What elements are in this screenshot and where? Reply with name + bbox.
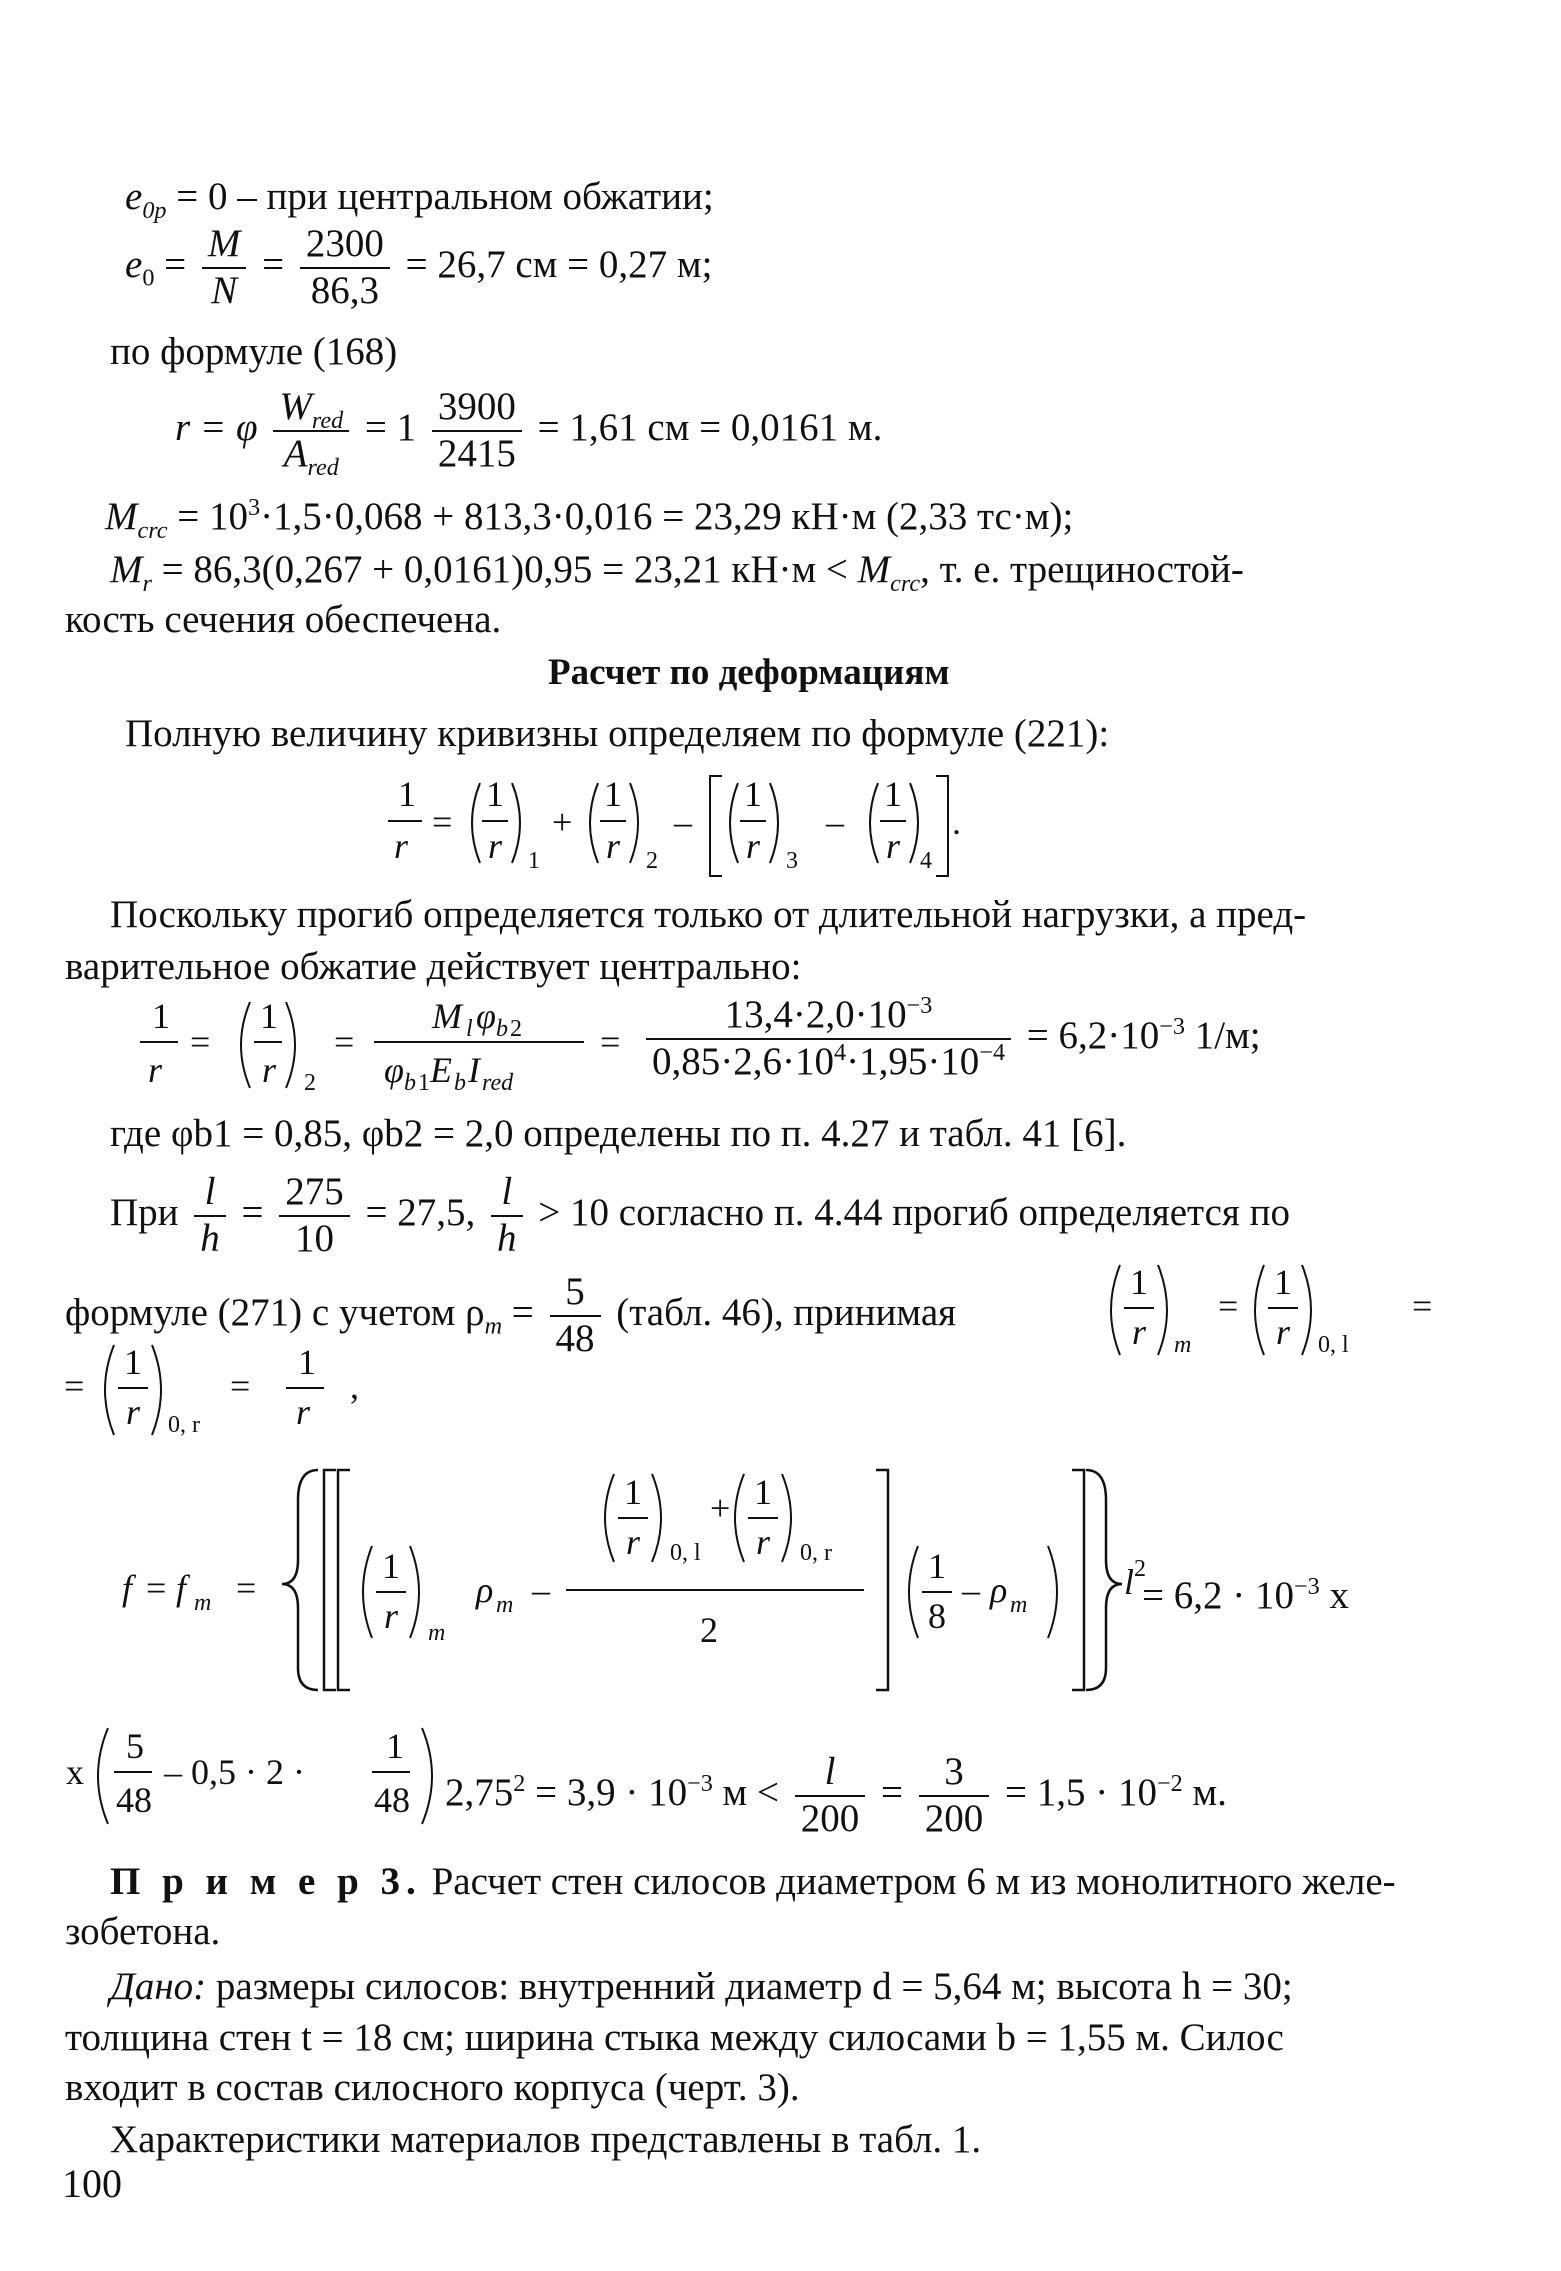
given-line-1: Дано: размеры силосов: внутренний диаметр d = 5,64 м; высота h = 30; bbox=[110, 1965, 1293, 2008]
fraction: $\frac{l}{h}$ bbox=[194, 1170, 226, 1262]
formula-curvature-sum bbox=[380, 768, 1160, 888]
formula-curvature-values: $\frac{13,4\cdot 2,0\cdot 10^{-3}}{0,85\cdot 2,6\cdot 10^4\cdot 1,95\cdot 10^{-4}}$ = $6,2\cdot 10^{-3}$ 1/м; bbox=[640, 993, 1261, 1085]
svg-text:r: r bbox=[886, 826, 901, 866]
svg-text:red: red bbox=[482, 1070, 514, 1096]
formula-accepting bbox=[1100, 1260, 1460, 1365]
text-line-13: где φb1 = 0,85, φb2 = 2,0 определены по п. 4.27 и табл. 41 [6]. bbox=[110, 1112, 1127, 1155]
svg-text:1: 1 bbox=[1130, 1262, 1148, 1302]
svg-text:I: I bbox=[468, 1050, 480, 1090]
formula-mcrc: $M_{crc} = 10^3\cdot 1,5\cdot 0,068 + 813,3\cdot 0,016 = 23,29$ кН·м (2,33 тс·м); bbox=[105, 494, 1074, 544]
svg-text:r: r bbox=[296, 1392, 311, 1432]
svg-text:r: r bbox=[148, 1050, 163, 1090]
svg-text:f: f bbox=[176, 1568, 187, 1608]
fraction: $\frac{W_{red}}{A_{red}}$ bbox=[273, 385, 349, 477]
svg-text:r: r bbox=[1276, 1312, 1291, 1352]
svg-text:ρ: ρ bbox=[990, 1570, 1008, 1610]
fraction: $\frac{l}{200}$ bbox=[795, 1750, 866, 1842]
svg-text:–: – bbox=[962, 1570, 980, 1610]
svg-text:0, r: 0, r bbox=[168, 1412, 200, 1438]
svg-text:x: x bbox=[66, 1752, 84, 1792]
svg-text:2: 2 bbox=[510, 1016, 522, 1042]
svg-text:r: r bbox=[394, 826, 409, 866]
svg-text:l: l bbox=[1124, 1562, 1135, 1602]
svg-text:φ: φ bbox=[384, 1050, 404, 1090]
svg-text:–: – bbox=[674, 802, 692, 842]
text-line-10: Поскольку прогиб определяется только от длительной нагрузки, а пред- bbox=[110, 893, 1307, 936]
svg-text:r: r bbox=[384, 1596, 399, 1636]
svg-text:1: 1 bbox=[624, 1472, 642, 1512]
text-line-15: формуле (271) с учетом $\rho_m$ = $\frac{5}{48}$ (табл. 46), принимая bbox=[65, 1270, 957, 1360]
svg-text:M: M bbox=[432, 996, 462, 1036]
svg-text:2: 2 bbox=[304, 1070, 316, 1096]
svg-text:1: 1 bbox=[152, 996, 170, 1036]
svg-text:1: 1 bbox=[382, 1546, 400, 1586]
svg-text:1: 1 bbox=[298, 1342, 316, 1382]
svg-text:1: 1 bbox=[528, 848, 540, 874]
fraction: $\frac{3}{200}$ bbox=[919, 1750, 990, 1842]
formula-mr: $M_r = 86,3(0,267 + 0,0161)0,95 = 23,21$ $кН\cdot м < M_{crc}$, т. е. трещиностой- bbox=[110, 548, 1244, 597]
svg-text:r: r bbox=[1132, 1312, 1147, 1352]
svg-text:48: 48 bbox=[374, 1780, 410, 1820]
svg-text:=: = bbox=[1218, 1286, 1239, 1326]
svg-text:f: f bbox=[122, 1568, 133, 1608]
formula-accepting-cont bbox=[60, 1340, 420, 1445]
text-line-8: Полную величину кривизны определяем по формуле (221): bbox=[125, 712, 1110, 755]
svg-text:=: = bbox=[432, 802, 453, 842]
svg-text:m: m bbox=[1174, 1332, 1192, 1358]
svg-text:r: r bbox=[746, 826, 761, 866]
fraction: $\frac{5}{48}$ bbox=[550, 1270, 601, 1362]
svg-text:=: = bbox=[600, 1022, 621, 1062]
svg-text:1: 1 bbox=[418, 1070, 430, 1096]
svg-text:1: 1 bbox=[928, 1546, 946, 1586]
svg-text:2: 2 bbox=[1134, 1556, 1146, 1582]
svg-text:1: 1 bbox=[398, 774, 416, 814]
svg-text:r: r bbox=[488, 826, 503, 866]
svg-text:=: = bbox=[1412, 1286, 1433, 1326]
svg-text:0, l: 0, l bbox=[670, 1540, 701, 1566]
page-number: 100 bbox=[62, 2161, 122, 2206]
svg-text:– 0,5 · 2 ·: – 0,5 · 2 · bbox=[164, 1752, 305, 1792]
svg-text:1: 1 bbox=[754, 1472, 772, 1512]
text-line-14: При $\frac{l}{h}$ = $\frac{275}{10}$ = 27,5, $\frac{l}{h}$ > 10 согласно п. 4.44 прогиб определяется по bbox=[110, 1170, 1290, 1260]
svg-text:b: b bbox=[496, 1016, 508, 1042]
example-title: П р и м е р 3. Расчет стен силосов диаметром 6 м из монолитного желе- bbox=[110, 1860, 1396, 1903]
svg-text:=: = bbox=[230, 1366, 251, 1406]
svg-text:r: r bbox=[262, 1050, 277, 1090]
svg-text:2: 2 bbox=[646, 848, 658, 874]
svg-text:5: 5 bbox=[126, 1726, 144, 1766]
svg-text:E: E bbox=[430, 1050, 452, 1090]
fraction: $\frac{3900}{2415}$ bbox=[432, 385, 522, 477]
svg-text:0, l: 0, l bbox=[1318, 1332, 1349, 1358]
text-line-7: кость сечения обеспечена. bbox=[65, 598, 502, 641]
svg-text:8: 8 bbox=[928, 1596, 946, 1636]
svg-text:1: 1 bbox=[260, 996, 278, 1036]
svg-text:0, r: 0, r bbox=[800, 1540, 832, 1566]
formula-r: r = φ $\frac{W_{red}}{A_{red}}$ = 1 $\frac{3900}{2415}$ = 1,61 см = 0,0161 м. bbox=[175, 385, 883, 481]
given-line-2: толщина стен t = 18 см; ширина стыка между силосами b = 1,55 м. Силос bbox=[65, 2016, 1284, 2059]
text-line-3: по формуле (168) bbox=[110, 330, 398, 373]
svg-text:2: 2 bbox=[700, 1610, 718, 1650]
text-line-1: $e_{0p} = 0$ – при центральном обжатии; bbox=[125, 175, 714, 224]
svg-text:–: – bbox=[826, 802, 844, 842]
svg-text:3: 3 bbox=[786, 848, 798, 874]
svg-text:4: 4 bbox=[920, 848, 932, 874]
svg-text:1: 1 bbox=[604, 774, 622, 814]
svg-text:=: = bbox=[236, 1568, 257, 1608]
svg-text:r: r bbox=[126, 1392, 141, 1432]
fraction: $\frac{2300}{86,3}$ bbox=[300, 222, 390, 314]
svg-text:l: l bbox=[466, 1016, 473, 1042]
svg-text:.: . bbox=[952, 802, 961, 842]
given-line-3: входит в состав силосного корпуса (черт. 3). bbox=[65, 2066, 800, 2109]
svg-text:1: 1 bbox=[124, 1342, 142, 1382]
svg-text:=: = bbox=[64, 1366, 85, 1406]
svg-text:m: m bbox=[496, 1592, 514, 1618]
svg-text:r: r bbox=[626, 1522, 641, 1562]
fraction: $\frac{275}{10}$ bbox=[279, 1170, 350, 1262]
svg-text:1: 1 bbox=[884, 774, 902, 814]
svg-text:1: 1 bbox=[486, 774, 504, 814]
svg-text:b: b bbox=[454, 1070, 466, 1096]
svg-text:=: = bbox=[334, 1022, 355, 1062]
svg-text:1: 1 bbox=[1274, 1262, 1292, 1302]
svg-text:–: – bbox=[532, 1570, 550, 1610]
svg-text:+: + bbox=[710, 1488, 731, 1528]
formula-deflection-result: = $6,2 \cdot 10^{-3}$ x bbox=[1142, 1573, 1349, 1617]
svg-text:r: r bbox=[756, 1522, 771, 1562]
fraction: $\frac{13,4\cdot 2,0\cdot 10^{-3}}{0,85\cdot 2,6\cdot 10^4\cdot 1,95\cdot 10^{-4}}$ bbox=[646, 993, 1011, 1085]
svg-text:=: = bbox=[190, 1022, 211, 1062]
formula-deflection-cont-end: $2,75^2 = 3,9 \cdot 10^{-3}$ м < $\frac{l}{200}$ = $\frac{3}{200}$ = $1,5 \cdot 10^{-2}$ м. bbox=[445, 1750, 1227, 1840]
fraction: $\frac{l}{h}$ bbox=[491, 1170, 523, 1262]
svg-text:,: , bbox=[350, 1366, 359, 1406]
svg-text:r: r bbox=[606, 826, 621, 866]
svg-text:b: b bbox=[404, 1070, 416, 1096]
formula-e0: $e_0$ = $\frac{M}{N}$ = $\frac{2300}{86,3}$ = 26,7 см = 0,27 м; bbox=[125, 222, 713, 312]
section-heading: Расчет по деформациям bbox=[548, 652, 950, 693]
svg-text:1: 1 bbox=[744, 774, 762, 814]
svg-text:m: m bbox=[1010, 1592, 1028, 1618]
svg-text:+: + bbox=[552, 802, 573, 842]
svg-text:ρ: ρ bbox=[476, 1570, 494, 1610]
text-line-characteristics: Характеристики материалов представлены в табл. 1. bbox=[110, 2118, 982, 2161]
svg-text:m: m bbox=[194, 1590, 212, 1616]
svg-text:φ: φ bbox=[476, 996, 496, 1036]
svg-text:1: 1 bbox=[386, 1726, 404, 1766]
text-line-ex2: зобетона. bbox=[65, 1910, 221, 1953]
svg-text:m: m bbox=[428, 1620, 446, 1646]
svg-text:48: 48 bbox=[116, 1780, 152, 1820]
text-line-11: варительное обжатие действует центрально: bbox=[65, 945, 802, 988]
svg-text:=: = bbox=[146, 1568, 167, 1608]
fraction: $\frac{M}{N}$ bbox=[202, 222, 247, 314]
